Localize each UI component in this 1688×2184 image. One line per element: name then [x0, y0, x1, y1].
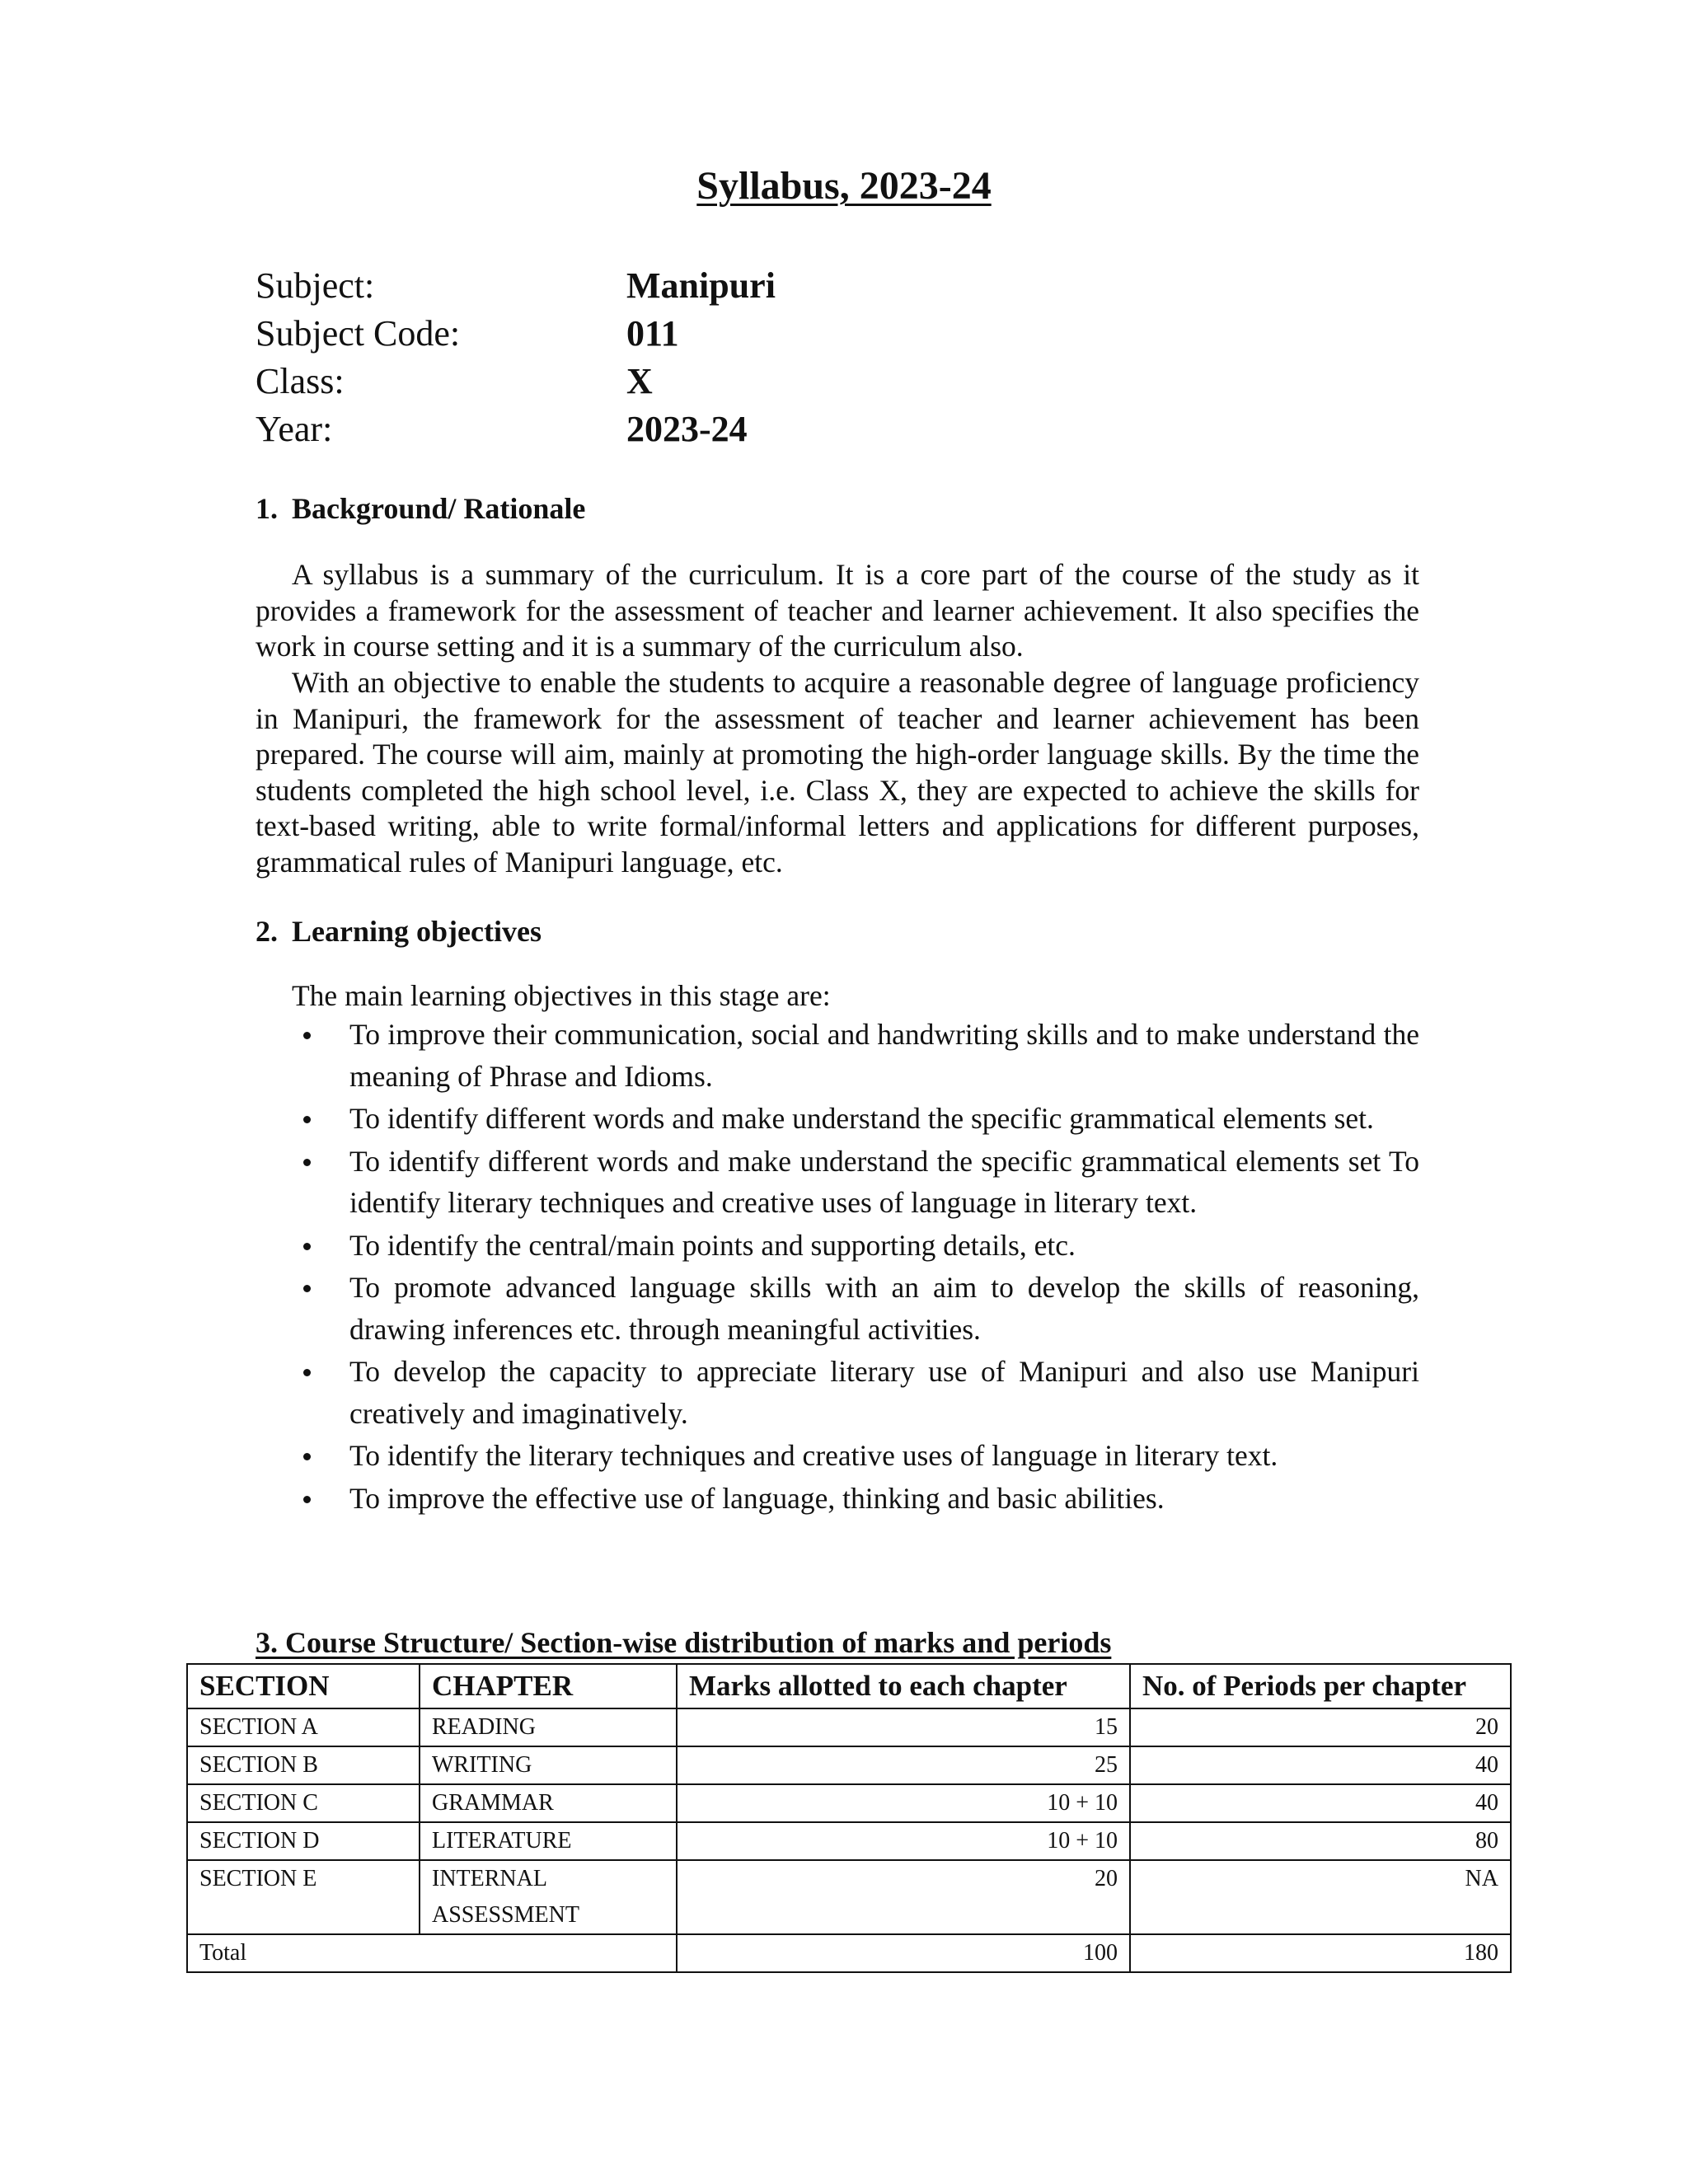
periods-cell: 40	[1130, 1746, 1511, 1784]
bullet-icon	[303, 1243, 311, 1250]
marks-cell: 20	[677, 1860, 1130, 1934]
periods-cell: 80	[1130, 1822, 1511, 1860]
total-marks-cell: 100	[677, 1934, 1130, 1972]
class-row	[256, 358, 776, 405]
chapter-cell: WRITING	[420, 1746, 677, 1784]
periods-cell: 20	[1130, 1708, 1511, 1746]
chapter-cell: INTERNAL ASSESSMENT	[420, 1860, 677, 1934]
table-header-row	[187, 1664, 1511, 1708]
bullet-icon	[303, 1032, 311, 1039]
list-item	[292, 1141, 1419, 1224]
year-label: Year:	[256, 409, 333, 449]
bullet-icon	[303, 1285, 311, 1292]
subject-code-row	[256, 310, 776, 358]
year-value: 2023-24	[626, 409, 748, 449]
chapter-cell: GRAMMAR	[420, 1784, 677, 1822]
marks-distribution-table	[186, 1663, 1512, 1973]
periods-cell: NA	[1130, 1860, 1511, 1934]
list-item-text: To identify different words and make understand the specific grammatical elements set To identify literary techniques and creative uses of language in literary text.	[349, 1144, 1419, 1219]
periods-cell: 40	[1130, 1784, 1511, 1822]
objectives-intro: The main learning objectives in this stage are:	[292, 979, 831, 1012]
marks-cell: 10 + 10	[677, 1822, 1130, 1860]
paragraph: With an objective to enable the students to acquire a reasonable degree of language proficiency in Manipuri, the framework for the assessment of teacher and learner achievement has been prepared. The course will aim, mainly at promoting the high-order language skills. By the time the students completed the high school level, i.e. Class X, they are expected to achieve the skills for text-based writing, able to write formal/informal letters and applications for different purposes, grammatical rules of Manipuri language, etc.	[256, 666, 1419, 879]
list-item	[292, 1351, 1419, 1434]
section-heading-course-structure: 3. Course Structure/ Section-wise distribution of marks and periods	[256, 1626, 1112, 1659]
section-number: 1.	[256, 492, 278, 525]
table-row	[187, 1860, 1511, 1934]
class-label: Class:	[256, 361, 345, 401]
total-periods-cell: 180	[1130, 1934, 1511, 1972]
list-item-text: To identify different words and make understand the specific grammatical elements set.	[349, 1102, 1374, 1135]
section-cell: SECTION E	[187, 1860, 420, 1934]
bullet-icon	[303, 1116, 311, 1123]
list-item-text: To develop the capacity to appreciate literary use of Manipuri and also use Manipuri creatively and imaginatively.	[349, 1355, 1419, 1430]
bullet-icon	[303, 1159, 311, 1166]
list-item-text: To identify the literary techniques and creative uses of language in literary text.	[349, 1439, 1278, 1472]
class-value: X	[626, 361, 653, 401]
section-title: Learning objectives	[292, 915, 542, 948]
list-item	[292, 1435, 1419, 1477]
bullet-icon	[303, 1453, 311, 1460]
paragraph: A syllabus is a summary of the curriculum. It is a core part of the course of the study as it provides a framework for the assessment of teacher and learner achievement. It also specifies the work in course setting and it is a summary of the curriculum also.	[256, 558, 1419, 663]
table-row	[187, 1746, 1511, 1784]
subject-row	[256, 262, 776, 310]
table-row	[187, 1708, 1511, 1746]
subject-info	[256, 262, 776, 453]
list-item	[292, 1225, 1419, 1267]
table-total-row	[187, 1934, 1511, 1972]
section-heading-objectives	[256, 914, 542, 949]
list-item-text: To promote advanced language skills with an aim to develop the skills of reasoning, drawing inferences etc. through meaningful activities.	[349, 1271, 1419, 1346]
list-item	[292, 1478, 1419, 1520]
objectives-list	[292, 1014, 1419, 1520]
column-header: CHAPTER	[420, 1664, 677, 1708]
section-number: 2.	[256, 915, 278, 948]
marks-cell: 25	[677, 1746, 1130, 1784]
list-item-text: To improve their communication, social and handwriting skills and to make understand the meaning of Phrase and Idioms.	[349, 1018, 1419, 1093]
column-header: Marks allotted to each chapter	[677, 1664, 1130, 1708]
year-row	[256, 405, 776, 453]
subject-value: Manipuri	[626, 265, 776, 306]
marks-cell: 15	[677, 1708, 1130, 1746]
section-heading-background	[256, 491, 585, 526]
list-item	[292, 1267, 1419, 1350]
list-item-text: To improve the effective use of language, thinking and basic abilities.	[349, 1481, 1165, 1515]
total-label-cell: Total	[187, 1934, 677, 1972]
chapter-cell: LITERATURE	[420, 1822, 677, 1860]
subject-code-value: 011	[626, 313, 679, 354]
section-cell: SECTION D	[187, 1822, 420, 1860]
list-item-text: To identify the central/main points and supporting details, etc.	[349, 1228, 1076, 1262]
bullet-icon	[303, 1369, 311, 1376]
page-title: Syllabus, 2023-24	[696, 164, 992, 208]
marks-cell: 10 + 10	[677, 1784, 1130, 1822]
section-title: Background/ Rationale	[292, 492, 586, 525]
table-row	[187, 1784, 1511, 1822]
section-cell: SECTION B	[187, 1746, 420, 1784]
subject-code-label: Subject Code:	[256, 313, 461, 354]
list-item	[292, 1014, 1419, 1097]
bullet-icon	[303, 1496, 311, 1503]
table-row	[187, 1822, 1511, 1860]
section-cell: SECTION C	[187, 1784, 420, 1822]
section-cell: SECTION A	[187, 1708, 420, 1746]
column-header: SECTION	[187, 1664, 420, 1708]
chapter-cell: READING	[420, 1708, 677, 1746]
list-item	[292, 1098, 1419, 1140]
subject-label: Subject:	[256, 265, 375, 306]
column-header: No. of Periods per chapter	[1130, 1664, 1511, 1708]
